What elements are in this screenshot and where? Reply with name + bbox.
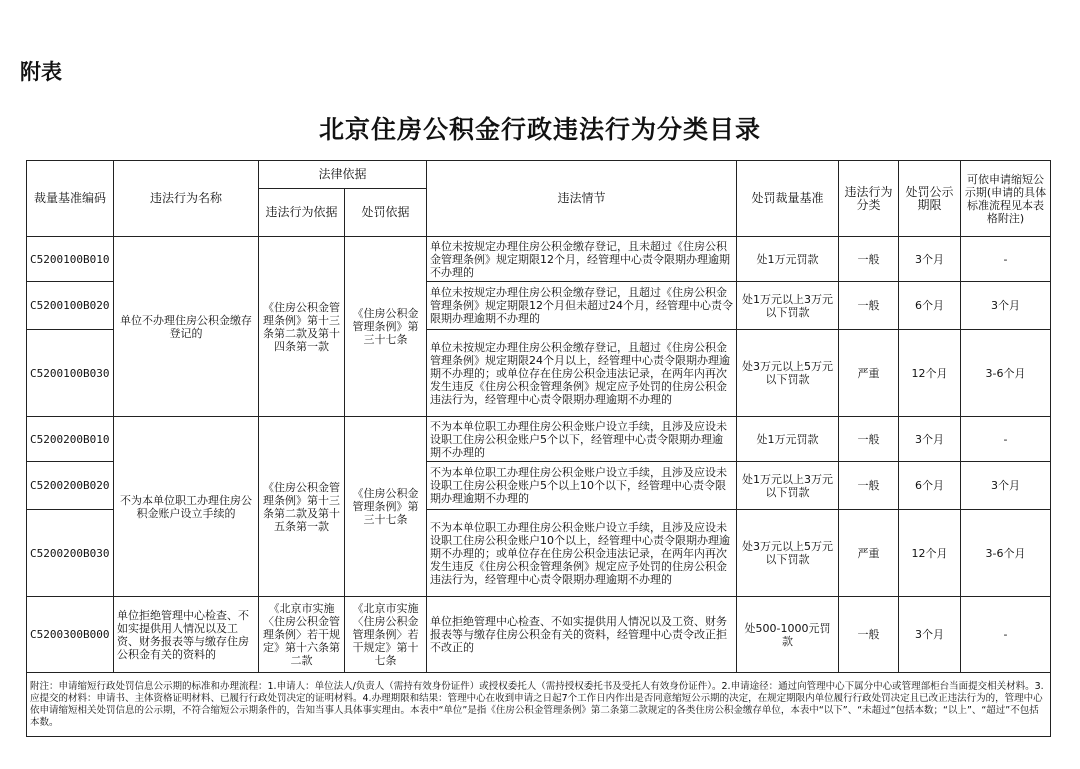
standard-cell: 处3万元以上5万元以下罚款 <box>737 510 839 597</box>
period-cell: 12个月 <box>899 510 961 597</box>
code-cell: C5200100B020 <box>27 282 114 330</box>
violation-catalog-table <box>26 160 1051 737</box>
code-cell: C5200200B010 <box>27 417 114 462</box>
circumstances-cell: 不为本单位职工办理住房公积金账户设立手续，且涉及应设未设职工住房公积金账户5个以下，经管理中心责令限期办理逾期不办理的 <box>427 417 737 462</box>
violation-name-cell: 不为本单位职工办理住房公积金账户设立手续的 <box>114 417 259 597</box>
shorten-cell: 3个月 <box>961 462 1051 510</box>
circumstances-cell: 不为本单位职工办理住房公积金账户设立手续，且涉及应设未设职工住房公积金账户10个以上，经管理中心责令限期办理逾期不办理的；或单位存在住房公积金违法记录，在两年内再次发生违反《住房公积金管理条例》规定应予处罚的住房公积金违法行为，经管理中心责令限期办理逾期不办理的 <box>427 510 737 597</box>
period-cell: 3个月 <box>899 417 961 462</box>
code-cell: C5200100B030 <box>27 330 114 417</box>
penalty-basis-cell: 《住房公积金管理条例》第三十七条 <box>345 237 427 417</box>
violation-basis-cell: 《住房公积金管理条例》第十三条第二款及第十四条第一款 <box>259 237 345 417</box>
header-name: 违法行为名称 <box>114 161 259 237</box>
circumstances-cell: 单位拒绝管理中心检查、不如实提供用人情况以及工资、财务报表等与缴存住房公积金有关的资料，经管理中心责令改正拒不改正的 <box>427 597 737 673</box>
category-cell: 严重 <box>839 510 899 597</box>
attachment-label: 附表 <box>20 60 62 84</box>
table-row <box>27 597 1051 673</box>
header-violation-basis: 违法行为依据 <box>259 189 345 237</box>
period-cell: 12个月 <box>899 330 961 417</box>
category-cell: 一般 <box>839 282 899 330</box>
standard-cell: 处3万元以上5万元以下罚款 <box>737 330 839 417</box>
header-period: 处罚公示期限 <box>899 161 961 237</box>
circumstances-cell: 不为本单位职工办理住房公积金账户设立手续，且涉及应设未设职工住房公积金账户5个以上10个以下，经管理中心责令限期办理逾期不办理的 <box>427 462 737 510</box>
standard-cell: 处1万元以上3万元以下罚款 <box>737 462 839 510</box>
violation-name-cell: 单位不办理住房公积金缴存登记的 <box>114 237 259 417</box>
standard-cell: 处500-1000元罚款 <box>737 597 839 673</box>
code-cell: C5200200B030 <box>27 510 114 597</box>
footnote: 附注：申请缩短行政处罚信息公示期的标准和办理流程：1.申请人：单位法人/负责人（需持有效身份证件）或授权委托人（需持授权委托书及受托人有效身份证件）。2.申请途径：通过向管理中心下属分中心或管理部柜台当面提交相关材料。3.应提交的材料：申请书、主体资格证明材料、已履行行政处罚决定的证明材料。4.办理期限和结果：管理中心在收到申请之日起7个工作日内作出是否同意缩短公示期的决定，在规定期限内单位履行行政处罚决定且已改正违法行为的，管理中心依申请缩短相关处罚信息的公示期，不符合缩短公示期条件的，告知当事人具体事实理由。本表中“单位”是指《住房公积金管理条例》第二条第二款规定的各类住房公积金缴存单位，本表中“以下”、“未超过”包括本数；“以上”、“超过”不包括本数。 <box>27 673 1051 737</box>
shorten-cell: - <box>961 417 1051 462</box>
header-shorten: 可依申请缩短公示期(申请的具体标准流程见本表格附注) <box>961 161 1051 237</box>
period-cell: 6个月 <box>899 282 961 330</box>
header-legal-basis: 法律依据 <box>259 161 427 189</box>
standard-cell: 处1万元罚款 <box>737 417 839 462</box>
category-cell: 一般 <box>839 597 899 673</box>
violation-basis-cell: 《住房公积金管理条例》第十三条第二款及第十五条第一款 <box>259 417 345 597</box>
category-cell: 一般 <box>839 237 899 282</box>
penalty-basis-cell: 《北京市实施〈住房公积金管理条例〉若干规定》第十七条 <box>345 597 427 673</box>
standard-cell: 处1万元罚款 <box>737 237 839 282</box>
category-cell: 一般 <box>839 417 899 462</box>
circumstances-cell: 单位未按规定办理住房公积金缴存登记，且超过《住房公积金管理条例》规定期限12个月但未超过24个月，经管理中心责令限期办理逾期不办理的 <box>427 282 737 330</box>
shorten-cell: - <box>961 237 1051 282</box>
period-cell: 3个月 <box>899 237 961 282</box>
shorten-cell: - <box>961 597 1051 673</box>
header-code: 裁量基准编码 <box>27 161 114 237</box>
penalty-basis-cell: 《住房公积金管理条例》第三十七条 <box>345 417 427 597</box>
shorten-cell: 3个月 <box>961 282 1051 330</box>
category-cell: 严重 <box>839 330 899 417</box>
period-cell: 3个月 <box>899 597 961 673</box>
code-cell: C5200300B000 <box>27 597 114 673</box>
header-standard: 处罚裁量基准 <box>737 161 839 237</box>
table-row <box>27 417 1051 462</box>
document-title: 北京住房公积金行政违法行为分类目录 <box>318 115 761 144</box>
table-row <box>27 237 1051 282</box>
violation-name-cell: 单位拒绝管理中心检查、不如实提供用人情况以及工资、财务报表等与缴存住房公积金有关的资料的 <box>114 597 259 673</box>
shorten-cell: 3-6个月 <box>961 510 1051 597</box>
code-cell: C5200100B010 <box>27 237 114 282</box>
header-penalty-basis: 处罚依据 <box>345 189 427 237</box>
violation-basis-cell: 《北京市实施〈住房公积金管理条例〉若干规定》第十六条第二款 <box>259 597 345 673</box>
standard-cell: 处1万元以上3万元以下罚款 <box>737 282 839 330</box>
circumstances-cell: 单位未按规定办理住房公积金缴存登记，且未超过《住房公积金管理条例》规定期限12个月，经管理中心责令限期办理逾期不办理的 <box>427 237 737 282</box>
period-cell: 6个月 <box>899 462 961 510</box>
header-category: 违法行为分类 <box>839 161 899 237</box>
circumstances-cell: 单位未按规定办理住房公积金缴存登记，且超过《住房公积金管理条例》规定期限24个月以上，经管理中心责令限期办理逾期不办理的；或单位存在住房公积金违法记录，在两年内再次发生违反《住房公积金管理条例》规定应予处罚的住房公积金违法行为，经管理中心责令限期办理逾期不办理的 <box>427 330 737 417</box>
category-cell: 一般 <box>839 462 899 510</box>
code-cell: C5200200B020 <box>27 462 114 510</box>
shorten-cell: 3-6个月 <box>961 330 1051 417</box>
header-circumstances: 违法情节 <box>427 161 737 237</box>
